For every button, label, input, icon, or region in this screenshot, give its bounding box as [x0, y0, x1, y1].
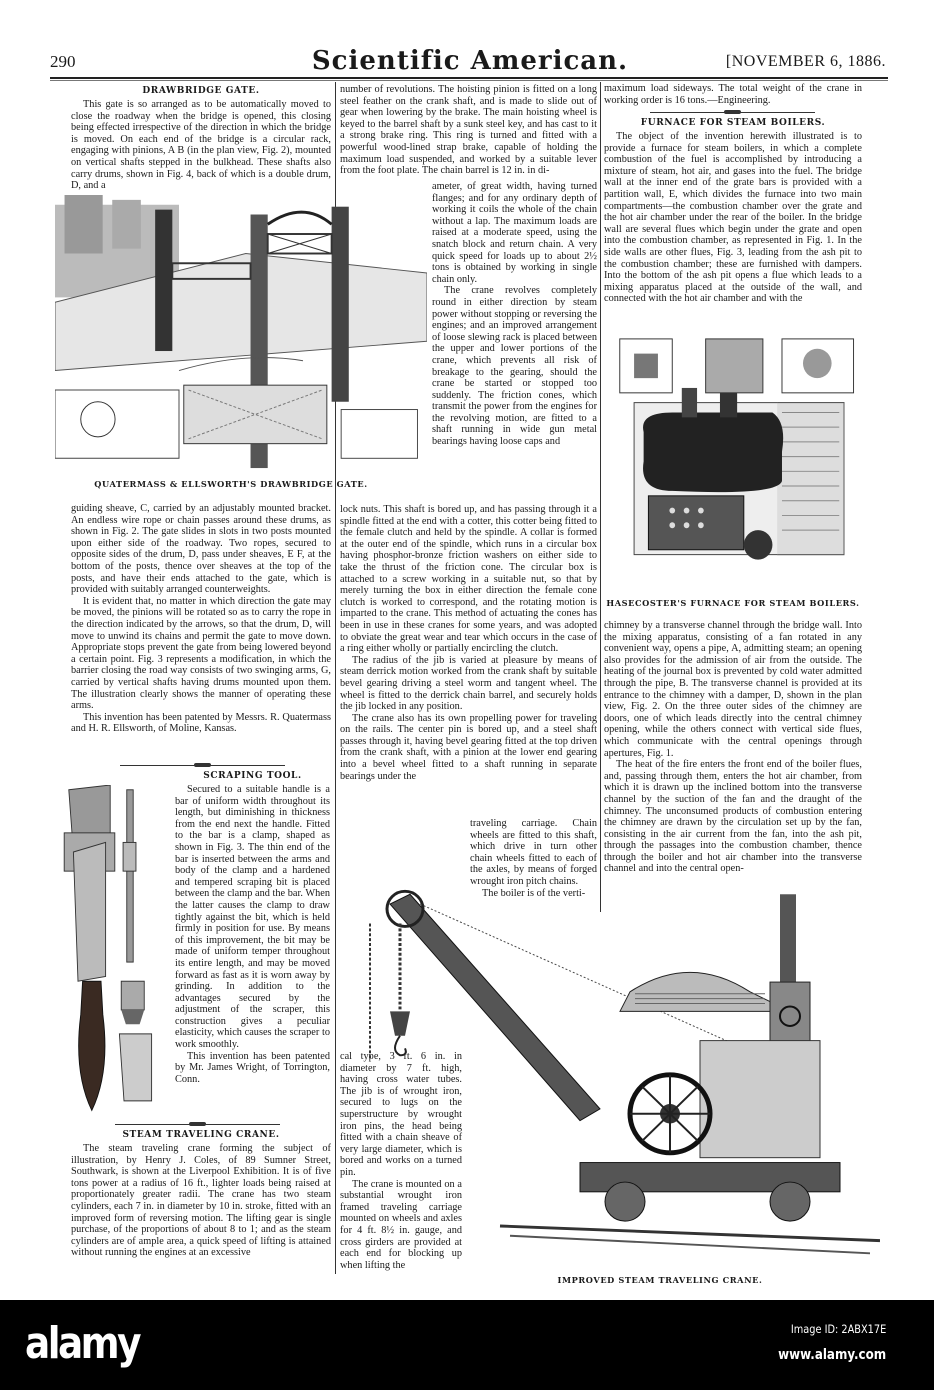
crane-caption: IMPROVED STEAM TRAVELING CRANE. [557, 1275, 763, 1285]
scraping-tool-illustration [55, 785, 170, 1120]
furnace-heading: FURNACE FOR STEAM BOILERS. [640, 118, 826, 128]
page-number: 290 [50, 52, 76, 71]
paragraph: The steam traveling crane forming the subject of illustration, by Henry J. Coles, of 89 Sumner Street, Southwark, is shown at the Liverpool Exhibition. It is of five tons power at a radius of 16 ft., lighter loads being raised at proportionately greater radii. The crane has two steam cylinders, each 7 in. in diameter by 10 in. stroke, fitted with an improved form of reversing motion. The lifting gear is single purchase, of the proportions of about 8 to 1; and as the steam cylinders are of ample area, a quick speed of lifting is attained without running the engines at an excessive [71, 1143, 331, 1259]
crane-text-col2-top [340, 84, 597, 177]
issue-date: [NOVEMBER 6, 1886. [725, 53, 886, 70]
section-divider [120, 765, 285, 766]
paragraph: The radius of the jib is varied at pleasure by means of steam derrick motion worked from the crank shaft by suitable bevel gearing driving a steel worm and tangent wheel. The wheel is fitted to the derrick chain barrel, and securely holds the jib locked in any position. [340, 654, 597, 713]
drawbridge-caption: QUATERMASS & ELLSWORTH'S DRAWBRIDGE GATE. [94, 479, 368, 489]
masthead: Scientific American. [311, 46, 629, 76]
paragraph: guiding sheave, C, carried by an adjustably mounted bracket. An endless wire rope or chain passes around these drums, as shown in Fig. 2. The gate slides in slots in two posts mounted upon either side of the roadway. Two ropes, secured to opposite sides of the drum, D, pass under sheaves, E F, at the bottom of the posts, thence over sheaves at the top of the posts, and have their ends attached to the gate, which is provided with suitably arranged counterweights. [71, 503, 331, 596]
image-id: Image ID: 2ABX17E [790, 1322, 886, 1336]
paragraph: cal type, 3 ft. 6 in. in diameter by 7 ft. high, having cross water tubes. The jib is of wrought iron, secured to lugs on the superstructure by wrought iron pins, the head being fitted with a chain sheave of very large diameter, which is bored and works on a turned pin. [340, 1051, 462, 1178]
section-divider [115, 1124, 280, 1125]
paragraph: ameter, of great width, having turned flanges; and for any ordinary depth of working it coils the whole of the chain without a lap. The maximum loads are raised at a moderate speed, using the snatch block and return chain. A very quick speed for loads up to about 2½ tons is obtained by working in single chain only. [432, 181, 597, 285]
paragraph: This invention has been patented by Messrs. R. Quatermass and H. R. Ellsworth, of Moline, Kansas. [71, 711, 331, 735]
paragraph: This gate is so arranged as to be automatically moved to close the roadway when the bridge is opened, this closing being effected irrespective of the direction in which the bridge is moved. On each end of the bridge is a circular rack, engaging with pinions, A B (in the plan view, Fig. 2), mounted on vertical shafts stepped in the bulkhead. These shafts also carry drums, shown in Fig. 4, back of which is a double drum, D, and a [71, 99, 331, 192]
paragraph: traveling carriage. Chain wheels are fitted to this shaft, which drive in turn other chain wheels fitted to each of the axles, by means of forged wrought iron pitch chains. [470, 818, 597, 887]
drawbridge-heading: DRAWBRIDGE GATE. [142, 86, 260, 96]
crane-text-col3 [604, 83, 862, 106]
furnace-text-top [604, 131, 862, 305]
watermark-bar [0, 1300, 934, 1390]
paragraph: number of revolutions. The hoisting pinion is fitted on a long steel feather on the crank shaft, and is made to slide out of gear when lowering by the brake. The main hoisting wheel is keyed to the barrel shaft by a sunk steel key, and has cast to it a strong brake ring. This ring is turned and fitted with a powerful wood-lined strap brake, capable of holding the maximum load suspended, and worked by a suitable lever from the foot plate. The chain barrel is 12 in. in di- [340, 84, 597, 177]
furnace-text-bottom [604, 620, 862, 875]
section-divider [650, 112, 815, 113]
paragraph: The heat of the fire enters the front end of the boiler flues, and, passing through them, enters the hot air chamber, from which it is drawn up the inclined bottom into the transverse channel by the suction of the fan and the draught of the chimney. The unconsumed products of combustion entering the chimney are drawn by the circulation set up by the fan, consisting in the air current from the fan, into the ash pit, through the passages into the combustion chamber, thence through the boiler and hot air chamber into the transverse channel and into the central open- [604, 759, 862, 875]
column-rule [600, 82, 601, 912]
paragraph: The crane also has its own propelling power for traveling on the rails. The center pin is bored up, and a steel shaft passes through it, having bevel gearing fitted at the top driven from the crank shaft, with a pinion at the lower end gearing into a bevel wheel fitted to a shaft running in separate bearings under the [340, 712, 597, 782]
paragraph: chimney by a transverse channel through the bridge wall. Into the mixing apparatus, consisting of a fan rotated in any convenient way, opens a pipe, A, admitting steam; an opening also provides for the admission of air from the outside. The heating of the journal box is prevented by cold water admitted through the pipe, B. The transverse channel is provided at its entrance to the chimney with a damper, D, shown in the plan view, Fig. 2. On the three outer sides of the chimney are doors, one of which leads directly into the central chimney opening, while the others connect with vertical side flues, which communicate with the central openings through apertures, Fig. 1. [604, 620, 862, 759]
crane-illustration [350, 865, 880, 1265]
paragraph: It is evident that, no matter in which direction the gate may be moved, the pinions will be rotated so as to carry the rope in the direction indicated by the arrows, so that the drum, D, will move to unwind its chains and permit the gate to move down. Appropriate stops prevent the gate from being lowered beyond a certain point. Fig. 3 represents a modification, in which the barrier closing the road way consists of two swinging arms, G, carried by vertical shafts having drums mounted upon them. The illustration clearly shows the manner of operating these arms. [71, 595, 331, 712]
crane-heading: STEAM TRAVELING CRANE. [122, 1130, 280, 1140]
alamy-logo: alamy [25, 1318, 139, 1369]
paragraph: The crane is mounted on a substantial wrought iron framed traveling carriage mounted on wheels and axles for 4 ft. 8½ in. gauge, and cross girders are provided at each end for blocking up when lifting the [340, 1178, 462, 1271]
paragraph: The crane revolves completely round in either direction by steam power without stopping or reversing the engines; and an improved arrangement of loose slewing rack is placed between the upper and lower portions of the crane, which prevents all risk of breakage to the gearing, should the crane be started or stopped too suddenly. The friction cones, which transmit the power from the engines for the revolving motion, are fitted to a shaft running in wide gun metal bearings having loose caps and [432, 285, 598, 448]
header-rule-thin [50, 80, 888, 81]
scraping-tool-text [175, 784, 330, 1085]
paragraph: This invention has been patented by Mr. James Wright, of Torrington, Conn. [175, 1050, 330, 1085]
paragraph: The object of the invention herewith illustrated is to provide a furnace for steam boilers, in which a complete combustion of the fuel is accomplished by introducing a mixture of steam, hot air, and gases into the fuel. The bridge wall at the inner end of the grate bars is provided with a partition wall, E, which divides the furnace into two main compartments—the combustion chamber over the grate and the hot air chamber under the rear of the boiler. In the bridge wall are several flues which begin under the grate and open into the combustion chamber, as represented in Fig. 1. In the side walls are other flues, Fig. 3, leading from the ash pit to the combustion chamber; these are furnished with dampers. Into the bottom of the ash pit opens a flue which leads to a mixing apparatus placed at the outside of the wall, and connected with the hot air chamber and with the [604, 131, 862, 305]
furnace-illustration [615, 334, 865, 589]
paragraph: lock nuts. This shaft is bored up, and has passing through it a spindle fitted at the end with a cotter, this cotter being fitted to the female clutch and held by the spindle. A collar is formed at the outer end of the spindle, which runs in a circular box having phosphor-bronze friction washers on either side to take the thrust of the friction cone. The circular box is attached to a screw working in a suitable nut, so that by merely turning the box in either direction the female cone clutch is worked to correspond, and the rotating motion is imparted to the crane. This method of actuating the cones has been in use in these cranes for some years, and was adopted to obviate the great wear and tear which occurs in the case of a ring either wholly or partially encircling the clutch. [340, 504, 597, 655]
site-url: www.alamy.com [777, 1347, 886, 1363]
scraping-tool-heading: SCRAPING TOOL. [203, 771, 302, 781]
drawbridge-text-continued [71, 503, 331, 735]
header-rule [50, 77, 888, 79]
crane-text-intro [71, 1143, 331, 1259]
furnace-caption: HASECOSTER'S FURNACE FOR STEAM BOILERS. [606, 598, 860, 608]
paragraph: Secured to a suitable handle is a bar of uniform width throughout its length, but diminishing in thickness from the end next the handle. Fitted to the bar is a clamp, shaped as shown in Fig. 3. The thin end of the bar is inserted between the arms and body of the clamp and a hardened and tempered scraping bit is placed between the clamp and the bar. When the latter causes the clamp to draw tightly against the bit, which is held firmly in position for use. By means of this improvement, the bit may be made of uniform temper throughout its entire length, and may be moved forward as fast as it is worn away by grinding. In addition to the advantages secured by the adjustment of the scraper, this construction gives a peculiar elasticity, which causes the scraper to work smoothly. [175, 784, 330, 1051]
drawbridge-illustration [55, 195, 427, 470]
drawbridge-text [71, 99, 331, 192]
paragraph: maximum load sideways. The total weight of the crane in working order is 16 tons.—Engineering. [604, 83, 862, 106]
crane-text-col2-wide [340, 504, 597, 782]
crane-text-col2-narrow [432, 181, 597, 448]
paragraph: The boiler is of the verti- [482, 887, 586, 899]
